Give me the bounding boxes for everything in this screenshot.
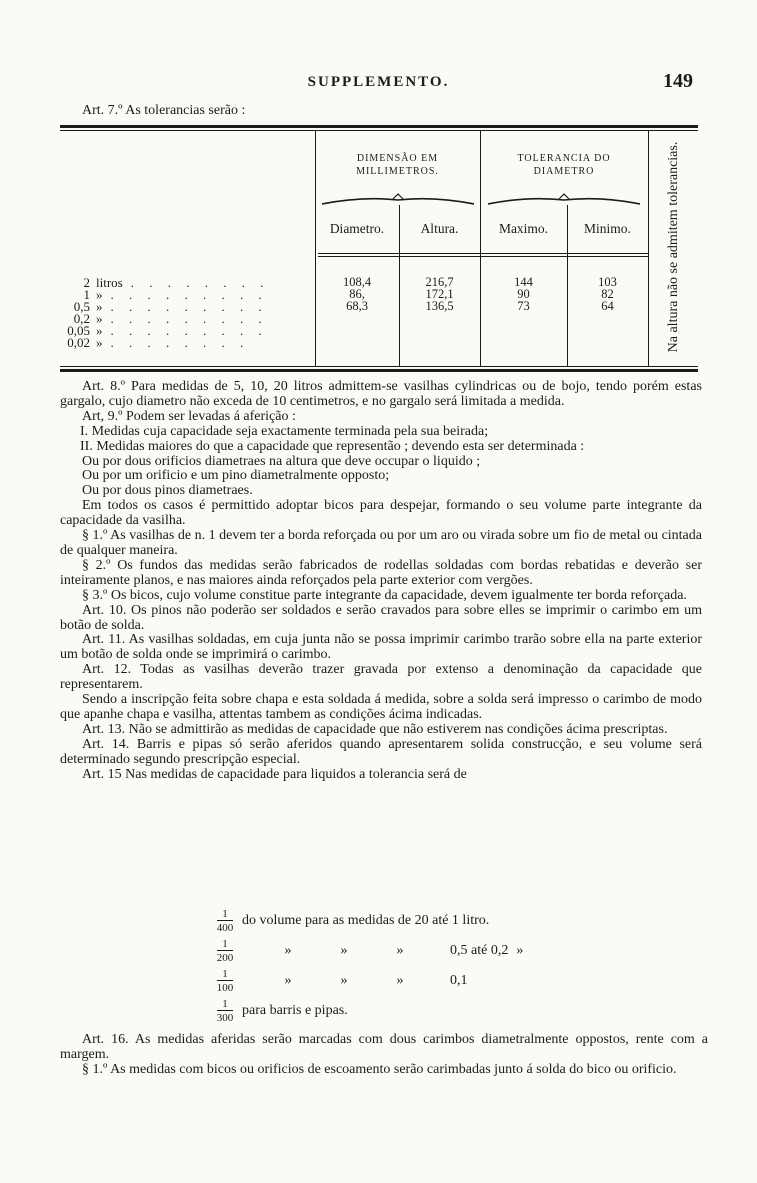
paragraph: Sendo a inscripção feita sobre chapa e esta soldada á medida, sobre a solda será impresso o carimbo de modo que apanhe chapa e vasilha, attentas tambem as condições ácima indicadas. [60, 692, 702, 722]
running-header: SUPPLEMENTO. [307, 74, 450, 90]
dimension-header: DIMENSÃO EM MILLIMETROS. [356, 153, 439, 177]
brace-flourish [488, 193, 640, 207]
table-row: 0,02 » . . . . . . . . [67, 335, 250, 350]
col-altura: Altura. [420, 221, 459, 236]
body-text [60, 380, 702, 782]
paragraph: Art. 10. Os pinos não poderão ser soldados e serão cravados para sobre elles se imprimir o carimbo em um botão de solda. [60, 602, 702, 633]
tolerance-item: $\frac{1}{100}$ » » » 0,1 [216, 968, 468, 994]
table-cell: 73 [517, 299, 530, 313]
tolerance-item: $\frac{1}{300}$ para barris e pipas. [216, 998, 348, 1024]
col-maximo: Maximo. [498, 221, 549, 236]
paragraph: § 1.º As vasilhas de n. 1 devem ter a borda reforçada ou por um aro ou virada sobre um fio de metal ou cintada de qualquer maneira. [60, 528, 702, 558]
table-row: 1 » . . . . . . . . . [83, 287, 268, 302]
col-diametro: Diametro. [329, 221, 385, 236]
paragraph: Ou por dous orificios diametraes na altura que deve occupar o liquido ; [82, 453, 481, 469]
paragraph: Art. 11. As vasilhas soldadas, em cuja junta não se possa imprimir carimbo trarão sobre ella na parte exterior um botão de solda onde se imprimirá o carimbo. [60, 632, 702, 663]
page-number: 149 [663, 70, 693, 92]
paragraph: Em todos os casos é permittido adoptar bicos para despejar, formando o seu volume parte integrante da capacidade da vasilha. [60, 498, 702, 529]
paragraph: I. Medidas cuja capacidade seja exactamente terminada pela sua beirada; [80, 423, 489, 439]
table-cell: 86, [349, 287, 365, 301]
table-cell: 64 [601, 299, 614, 313]
tolerance-item: $\frac{1}{200}$ » » » 0,5 até 0,2 » [216, 938, 524, 964]
tolerance-header: TOLERANCIA DO DIAMETRO [517, 153, 611, 177]
table-cell: 68,3 [346, 299, 368, 313]
table-row: 0,05 » . . . . . . . . . [67, 323, 268, 338]
paragraph: Ou por dous pinos diametraes. [82, 483, 253, 499]
tolerance-table [60, 125, 698, 375]
table-cell: 216,7 [425, 275, 454, 289]
col-minimo: Minimo. [584, 221, 631, 236]
paragraph: Art. 16. As medidas aferidas serão marcadas com dous carimbos diametralmente oppostos, rente com a margem. [60, 1032, 708, 1062]
table-cell: 136,5 [425, 299, 454, 313]
paragraph: Art. 15 Nas medidas de capacidade para liquidos a tolerancia será de [82, 766, 467, 782]
paragraph: II. Medidas maiores do que a capacidade que representão ; devendo esta ser determinada : [80, 438, 585, 454]
tolerance-item: $\frac{1}{400}$ do volume para as medidas de 20 até 1 litro. [216, 908, 490, 934]
table-row: 0,5 » . . . . . . . . . [73, 299, 268, 314]
table-cell: 108,4 [342, 275, 372, 289]
paragraph: Art. 13. Não se admittirão as medidas de capacidade que não estiverem nas condições ácima prescriptas. [82, 721, 668, 737]
paragraph: Art, 9.º Podem ser levadas á aferição : [82, 408, 296, 424]
table-cell: 90 [517, 287, 530, 301]
paragraph: § 3.º Os bicos, cujo volume constitue parte integrante da capacidade, devem igualmente ter borda reforçada. [82, 587, 687, 603]
paragraph: § 2.º Os fundos das medidas serão fabricados de rodellas soldadas com bordas rebatidas e deverão ser inteiramente planos, e nas maiores ainda reforçados pela parte exterior com vergões. [60, 557, 702, 588]
table-cell: 103 [598, 275, 617, 289]
table-cell: 82 [601, 287, 614, 301]
paragraph: Art. 8.º Para medidas de 5, 10, 20 litros admittem-se vasilhas cylindricas ou de bojo, tendo porém estas gargalo, cujo diametro não exceda de 10 centimetros, e no gargalo será limitada a medida. [60, 379, 702, 409]
vertical-note: Na altura não se admitem tolerancias. [666, 141, 681, 353]
paragraph: Ou por um orificio e um pino diametralmente opposto; [82, 468, 390, 484]
paragraph: § 1.º As medidas com bicos ou orificios de escoamento serão carimbadas junto á solda do bico ou orificio. [82, 1061, 677, 1077]
table-cell: 144 [514, 275, 533, 289]
table-cell: 172,1 [425, 287, 454, 301]
table-row: 0,2 » . . . . . . . . . [73, 311, 268, 326]
tolerance-list [214, 906, 523, 1026]
paragraph: Art. 14. Barris e pipas só serão aferidos quando apresentarem solida construcção, e seu volume será determinado segundo prescripção especial. [60, 736, 702, 767]
closing-text [60, 1033, 708, 1078]
brace-flourish [322, 193, 474, 207]
paragraph: Art. 12. Todas as vasilhas deverão trazer gravada por extenso a denominação da capacidade que representarem. [60, 662, 702, 693]
table-row: 2 litros . . . . . . . . [83, 275, 270, 290]
article-7: Art. 7.º As tolerancias serão : [82, 103, 246, 118]
